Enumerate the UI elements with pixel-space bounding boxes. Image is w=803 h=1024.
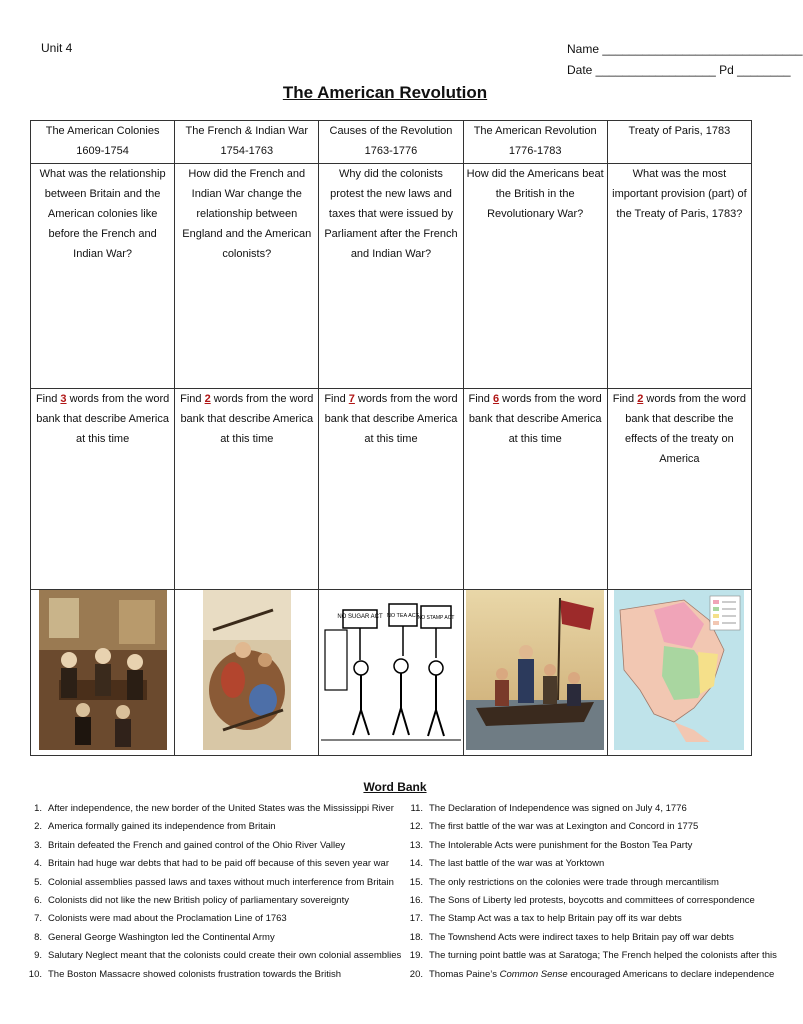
find-words-cell[interactable]: Find 7 words from the word bank that describe America at this time [319,389,463,590]
unit-label: Unit 4 [41,41,73,55]
column-header-revolution: The American Revolution 1776-1783 [463,121,607,164]
list-item: 18. The Townshend Acts were indirect taxes to help Britain pay off war debts [409,931,734,943]
list-item: 13. The Intolerable Acts were punishment for the Boston Tea Party [409,839,693,851]
list-item: 8. General George Washington led the Continental Army [34,931,275,943]
column-header-treaty: Treaty of Paris, 1783 [607,121,751,164]
north-america-map-image [614,590,744,750]
question-cell[interactable]: Why did the colonists protest the new laws and taxes that were issued by Parliament after the French and Indian War? [319,164,463,389]
list-item: 9. Salutary Neglect meant that the colonists could create their own colonial assemblies [34,950,402,962]
list-item: 2. America formally gained its independence from Britain [34,821,276,833]
column-header-colonies: The American Colonies 1609-1754 [31,121,175,164]
list-item: 16. The Sons of Liberty led protests, boycotts and committees of correspondence [409,894,755,906]
list-item: 17. The Stamp Act was a tax to help Britain pay off its war debts [409,913,682,925]
column-header-french-indian-war: The French & Indian War 1754-1763 [175,121,319,164]
list-item: 20. Thomas Paine’s Common Sense encouraged Americans to declare independence [409,968,775,980]
sign-text: NO SUGAR ACT [337,614,384,620]
word-bank-left-list [24,800,401,984]
list-item: 14. The last battle of the war was at Yorktown [409,858,605,870]
french-indian-war-image [203,590,291,750]
date-period-field[interactable]: Date __________________ Pd ________ [567,63,791,77]
word-bank-right-list [395,800,777,984]
find-words-cell[interactable]: Find 2 words from the word bank that describe the effects of the treaty on America [607,389,751,590]
find-words-cell[interactable]: Find 3 words from the word bank that describe America at this time [31,389,175,590]
list-item: 15. The only restrictions on the colonies were trade through mercantilism [409,876,719,888]
list-item: 12. The first battle of the war was at Lexington and Concord in 1775 [409,821,699,833]
colonial-assembly-image [39,590,167,750]
list-item: 1. After independence, the new border of the United States was the Mississippi River [34,803,394,814]
word-bank-title: Word Bank [363,780,427,794]
question-cell[interactable]: How did the French and Indian War change the relationship between England and the American colonists? [175,164,319,389]
question-cell[interactable]: What was the most important provision (part) of the Treaty of Paris, 1783? [607,164,751,389]
column-header-causes: Causes of the Revolution 1763-1776 [319,121,463,164]
list-item: 6. Colonists did not like the new British policy of parliamentary sovereignty [34,894,349,906]
sign-text: NO STAMP ACT [417,615,455,621]
list-item: 5. Colonial assemblies passed laws and taxes without much interference from Britain [34,876,394,888]
list-item: 10. The Boston Massacre showed colonists frustration towards the British [28,968,342,980]
list-item: 19. The turning point battle was at Saratoga; The French helped the colonists after this [409,950,777,962]
page-title: The American Revolution [282,83,488,102]
question-cell[interactable]: How did the Americans beat the British in the Revolutionary War? [463,164,607,389]
protest-cartoon-image [321,590,461,750]
list-item: 11. The Declaration of Independence was signed on July 4, 1776 [410,803,687,814]
timeline-table [30,120,752,756]
find-words-cell[interactable]: Find 2 words from the word bank that describe America at this time [175,389,319,590]
list-item: 3. Britain defeated the French and gained control of the Ohio River Valley [34,839,346,851]
washington-crossing-image [466,590,604,750]
question-cell[interactable]: What was the relationship between Britain and the American colonies like before the French and Indian War? [31,164,175,389]
name-field[interactable]: Name ______________________________ [567,42,803,56]
find-words-cell[interactable]: Find 6 words from the word bank that describe America at this time [463,389,607,590]
list-item: 7. Colonists were mad about the Proclamation Line of 1763 [34,913,287,925]
list-item: 4. Britain had huge war debts that had to be paid off because of this seven year war [34,858,389,870]
sign-text: NO TEA ACT [387,613,420,619]
